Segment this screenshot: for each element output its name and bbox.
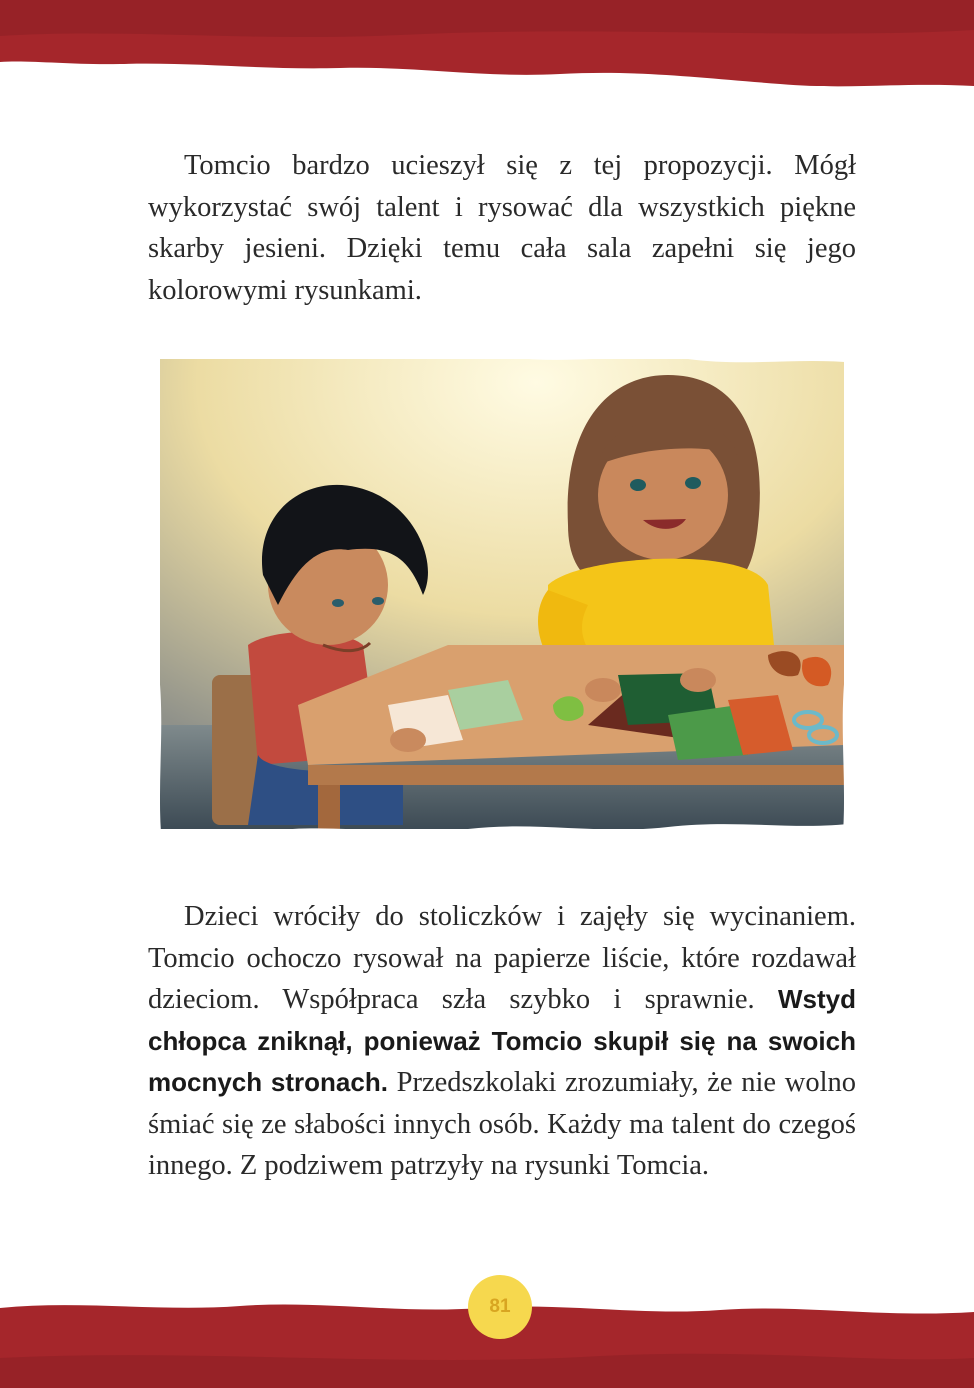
top-decorative-band: [0, 0, 974, 100]
paragraph-2-text-end: Przedszkolaki zrozumiały, że nie wolno śmiać się ze słabości innych osób. Każdy ma talent do czegoś innego. Z podziwem patrzyły na rysunki Tomcia.: [148, 1067, 856, 1181]
page-number: 81: [489, 1296, 511, 1317]
paragraph-1: [148, 145, 856, 311]
illustration-children-drawing: [148, 345, 856, 845]
paragraph-2-text-start: Dzieci wróciły do stoliczków i zajęły się wycinaniem. Tomcio ochoczo rysował na papierze liście, które rozdawał dzieciom. Współpraca szła szybko i sprawnie.: [148, 901, 856, 1015]
paragraph-2-bold-text: Wstyd chłopca zniknął, ponieważ Tomcio skupił się na swoich mocnych stronach.: [148, 984, 856, 1097]
page-number-badge: [468, 1275, 532, 1339]
paragraph-1-text: Tomcio bardzo ucieszył się z tej propozycji. Mógł wykorzystać swój talent i rysować dla wszystkich piękne skarby jesieni. Dzięki temu cała sala zapełni się jego kolorowymi rysunkami.: [148, 150, 856, 306]
paragraph-2: [148, 896, 856, 1187]
